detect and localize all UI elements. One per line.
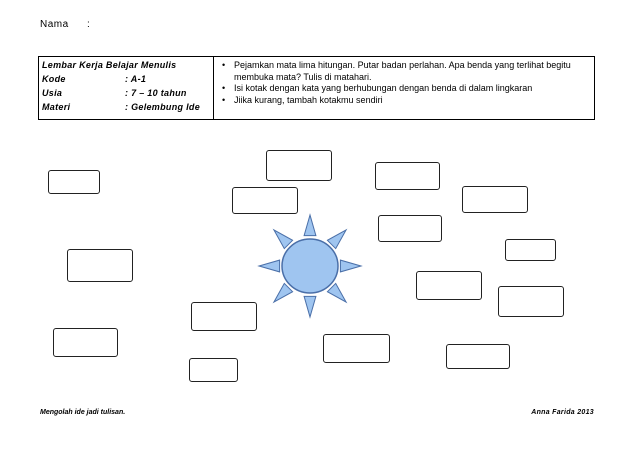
sun-ray	[327, 230, 346, 249]
info-value: : A-1	[125, 74, 147, 84]
info-title: Lembar Kerja Belajar Menulis	[42, 60, 177, 70]
sun-ray	[340, 260, 361, 272]
name-label: Nama	[40, 19, 69, 30]
instruction-item: • Jiika kurang, tambah kotakmu sendiri	[222, 95, 592, 107]
name-colon: :	[87, 19, 91, 30]
info-value: : 7 – 10 tahun	[125, 88, 187, 98]
footer-left: Mengolah ide jadi tulisan.	[40, 409, 126, 416]
info-key: Usia	[42, 88, 63, 98]
sun-ray	[274, 283, 293, 302]
info-key: Materi	[42, 102, 71, 112]
instruction-item: • Isi kotak dengan kata yang berhubungan dengan benda di dalam lingkaran	[222, 83, 592, 95]
info-value: : Gelembung Ide	[125, 102, 201, 112]
footer-right: Anna Farida 2013	[531, 409, 594, 416]
sun-ray	[304, 296, 316, 317]
sun-circle[interactable]	[282, 239, 338, 293]
sun-ray	[259, 260, 280, 272]
instruction-item: • Pejamkan mata lima hitungan. Putar badan perlahan. Apa benda yang terlihat begitu membuka mata? Tulis di matahari.	[222, 60, 592, 83]
sun-ray	[327, 283, 346, 302]
info-key: Kode	[42, 74, 66, 84]
sun-ray	[304, 215, 316, 236]
sun-ray	[274, 230, 293, 249]
